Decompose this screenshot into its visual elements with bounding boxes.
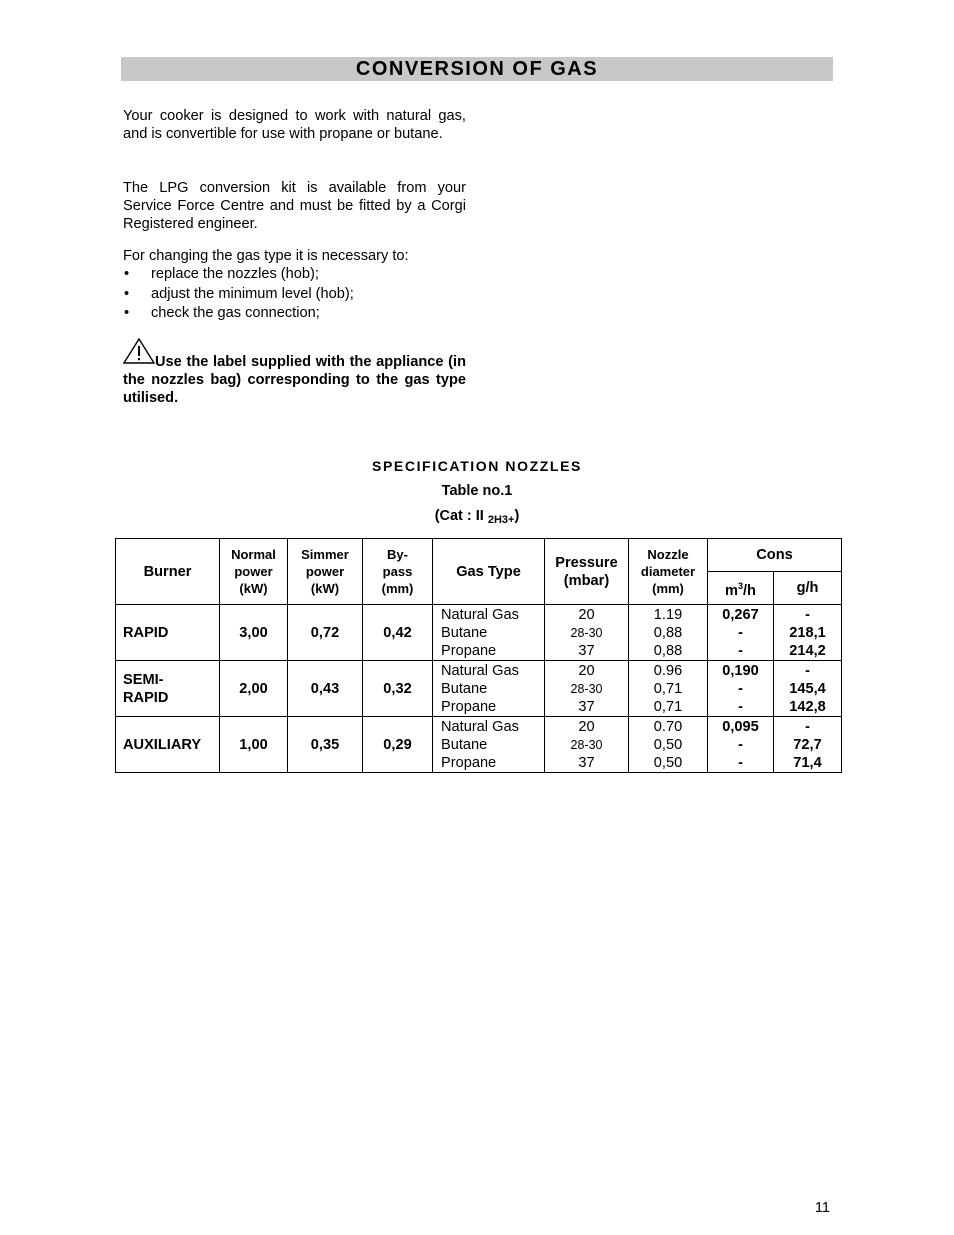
page-number: 11 (814, 1200, 830, 1216)
header-line: power (305, 564, 345, 579)
warning-triangle-icon (123, 338, 155, 365)
list-item (123, 304, 466, 324)
burner-name: AUXILIARY (123, 736, 202, 753)
bypass-cell: 0,32 (363, 661, 433, 717)
pressure-value: 28-30 (570, 625, 603, 640)
burner-cell (116, 661, 220, 717)
header-line: (mbar) (563, 572, 610, 589)
gas-name: Propane (441, 754, 497, 771)
normal-power-cell: 3,00 (220, 605, 288, 661)
gas-name: Butane (441, 736, 488, 753)
category-prefix: (Cat : II (434, 508, 484, 524)
gas-name: Natural Gas (441, 662, 519, 679)
spec-heading: SPECIFICATION NOZZLES (372, 458, 582, 474)
pressure-value: 37 (578, 754, 595, 771)
pressure-value: 28-30 (570, 681, 603, 696)
bypass-cell: 0,42 (363, 605, 433, 661)
list-item-text: adjust the minimum level (hob); (151, 285, 354, 302)
unit-tail: /h (743, 582, 756, 599)
burner-name: SEMI- (123, 671, 164, 688)
cons-value: - (738, 698, 743, 715)
burner-cell (116, 605, 220, 661)
simmer-power-cell: 0,72 (288, 605, 363, 661)
header-line: Simmer (301, 547, 349, 562)
bullet-icon: • (124, 305, 130, 321)
burner-name: RAPID (123, 624, 169, 641)
header-bypass (363, 539, 433, 605)
header-burner: Burner (116, 539, 220, 605)
gas-type-cell (433, 661, 545, 717)
intro-paragraph-2 (123, 179, 466, 233)
page-title: CONVERSION OF GAS (355, 58, 599, 80)
gas-type-cell (433, 605, 545, 661)
pressure-cell (545, 717, 629, 773)
list-item (123, 285, 466, 305)
burner-name: RAPID (123, 689, 169, 706)
header-line: Nozzle (647, 547, 689, 562)
category-suffix: ) (514, 508, 520, 524)
nozzle-diameter-cell (629, 605, 708, 661)
header-gh: g/h (774, 572, 842, 605)
nozzle-value: 0,50 (653, 754, 683, 771)
intro-paragraph-1 (123, 107, 466, 143)
gas-name: Natural Gas (441, 606, 519, 623)
cons-m3h-cell (708, 605, 774, 661)
header-line: pass (382, 564, 413, 579)
cons-gh-cell (774, 605, 842, 661)
nozzle-diameter-cell (629, 661, 708, 717)
cons-value: 72,7 (793, 736, 822, 753)
instructions-lead: For changing the gas type it is necessary to: (123, 248, 409, 264)
cons-m3h-cell (708, 661, 774, 717)
table-number: Table no.1 (441, 483, 513, 499)
list-item-text: check the gas connection; (151, 305, 320, 321)
cons-gh-cell (774, 661, 842, 717)
header-nozzle-diameter (629, 539, 708, 605)
nozzle-value: 0.70 (653, 718, 683, 735)
pressure-value: 37 (578, 698, 595, 715)
cons-value: 218,1 (789, 624, 826, 641)
cons-value: 214,2 (789, 642, 826, 659)
cons-value: - (805, 606, 810, 623)
warning-text: Use the label supplied with the appliance (in the nozzles bag) corresponding to the gas type utilised. (123, 354, 466, 406)
nozzle-value: 0,71 (653, 698, 683, 715)
pressure-value: 28-30 (570, 737, 603, 752)
header-line: By- (387, 547, 408, 562)
nozzle-spec-table (115, 538, 842, 773)
table-row (116, 661, 842, 717)
gas-name: Butane (441, 624, 488, 641)
burner-cell (116, 717, 220, 773)
header-line: (kW) (310, 581, 340, 596)
nozzle-value: 0,71 (653, 680, 683, 697)
simmer-power-cell: 0,35 (288, 717, 363, 773)
header-gas-type: Gas Type (433, 539, 545, 605)
cons-value: - (738, 754, 743, 771)
cons-value: 0,267 (722, 606, 759, 623)
nozzle-diameter-cell (629, 717, 708, 773)
header-pressure (545, 539, 629, 605)
table-header-row (116, 539, 842, 572)
gas-name: Natural Gas (441, 718, 519, 735)
header-line: (mm) (381, 581, 414, 596)
nozzle-value: 0.96 (653, 662, 683, 679)
list-item (123, 265, 466, 285)
pressure-value: 20 (578, 662, 595, 679)
pressure-value: 37 (578, 642, 595, 659)
cons-value: 0,190 (722, 662, 759, 679)
cons-value: 71,4 (793, 754, 822, 771)
category-label (0, 508, 954, 526)
bullet-icon: • (124, 266, 130, 282)
header-normal-power (220, 539, 288, 605)
nozzle-value: 0,88 (653, 642, 683, 659)
gas-name: Propane (441, 642, 497, 659)
header-line: Normal (231, 547, 276, 562)
header-line: (kW) (239, 581, 268, 596)
table-row (116, 717, 842, 773)
cons-value: - (805, 718, 810, 735)
list-item-text: replace the nozzles (hob); (151, 266, 319, 282)
cons-value: 145,4 (789, 680, 826, 697)
header-line: power (234, 564, 273, 579)
cons-value: - (738, 736, 743, 753)
normal-power-cell: 1,00 (220, 717, 288, 773)
instructions-block (123, 247, 466, 324)
header-m3h (708, 572, 774, 605)
pressure-value: 20 (578, 718, 595, 735)
cons-value: 142,8 (789, 698, 826, 715)
page-title-bar (121, 57, 833, 81)
gas-type-cell (433, 717, 545, 773)
pressure-cell (545, 605, 629, 661)
unit-superscript: 3 (737, 580, 743, 591)
simmer-power-cell: 0,43 (288, 661, 363, 717)
gas-name: Propane (441, 698, 497, 715)
pressure-cell (545, 661, 629, 717)
category-subscript: 2H3+ (487, 514, 515, 526)
normal-power-cell: 2,00 (220, 661, 288, 717)
intro-text-2: The LPG conversion kit is available from your Service Force Centre and must be fitted by a Corgi Registered engineer. (123, 180, 466, 232)
header-line: (mm) (652, 581, 684, 596)
cons-value: - (738, 624, 743, 641)
cons-value: - (738, 642, 743, 659)
cons-gh-cell (774, 717, 842, 773)
gas-name: Butane (441, 680, 488, 697)
table-row (116, 605, 842, 661)
header-simmer-power (288, 539, 363, 605)
cons-value: - (805, 662, 810, 679)
nozzle-value: 0,88 (653, 624, 683, 641)
bypass-cell: 0,29 (363, 717, 433, 773)
nozzle-value: 1.19 (653, 606, 683, 623)
bullet-icon: • (124, 285, 130, 302)
header-line: diameter (640, 564, 696, 579)
instructions-list (123, 265, 466, 324)
pressure-value: 20 (578, 606, 595, 623)
header-line: Pressure (555, 554, 618, 571)
cons-value: 0,095 (722, 718, 759, 735)
header-cons: Cons (708, 539, 842, 572)
intro-text-1: Your cooker is designed to work with natural gas, and is convertible for use with propane or butane. (123, 108, 466, 142)
nozzle-value: 0,50 (653, 736, 683, 753)
warning-note (123, 340, 466, 407)
unit-base: m (725, 582, 738, 599)
cons-m3h-cell (708, 717, 774, 773)
cons-value: - (738, 680, 743, 697)
